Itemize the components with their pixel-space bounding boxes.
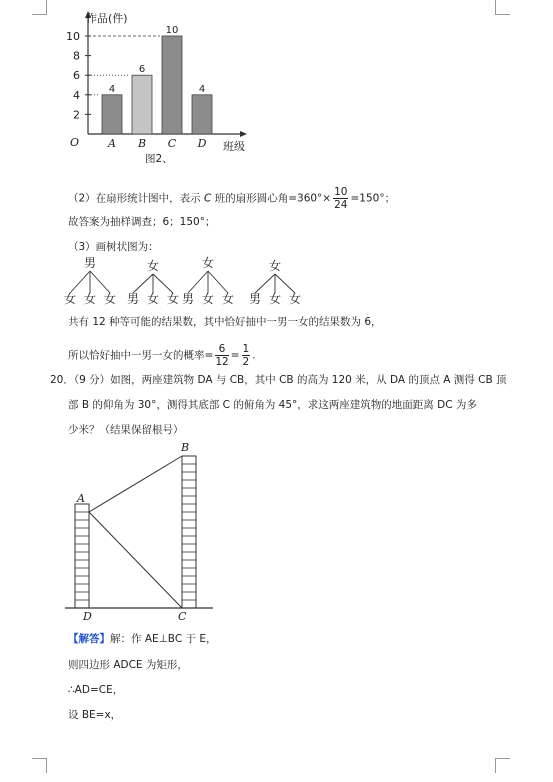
solution-line-2 bbox=[68, 186, 395, 211]
tree-heading: （3）画树状图为： bbox=[68, 241, 159, 253]
fraction-6-12 bbox=[215, 343, 228, 368]
tree-leaf-node: 女 bbox=[83, 292, 97, 306]
fraction-denominator: 24 bbox=[334, 199, 348, 211]
tree-branch bbox=[90, 271, 110, 293]
origin-label: O bbox=[70, 136, 80, 149]
y-tick-label: 8 bbox=[73, 49, 80, 63]
bar-value-label: 6 bbox=[138, 64, 146, 76]
question-20-line-3: 少米？（结果保留根号） bbox=[68, 424, 184, 436]
fraction-numerator: 10 bbox=[334, 186, 348, 198]
corner-mark-top-right bbox=[495, 0, 510, 15]
chart-caption bbox=[145, 152, 173, 166]
answer-line-3: ∴AD=CE， bbox=[68, 684, 124, 696]
tree-branch bbox=[70, 271, 90, 293]
building-da bbox=[75, 504, 89, 608]
tree-branch bbox=[208, 271, 228, 293]
tree-leaf-node: 女 bbox=[166, 292, 180, 306]
x-tick-label: C bbox=[167, 137, 177, 150]
bar-chart bbox=[60, 8, 260, 173]
solution-2-var: C bbox=[204, 192, 212, 205]
tree-branch bbox=[133, 274, 153, 293]
fraction-1-2 bbox=[242, 343, 251, 368]
x-axis-label: 班级 bbox=[223, 140, 245, 153]
bar-a bbox=[102, 95, 122, 134]
fraction-numerator: 1 bbox=[242, 343, 250, 355]
probability-end: . bbox=[252, 349, 256, 362]
solution-2-text-c: =360°× bbox=[288, 192, 332, 205]
tree-leaf-node: 女 bbox=[288, 292, 302, 306]
y-tick-label: 10 bbox=[66, 30, 80, 43]
tree-branch bbox=[255, 274, 275, 293]
y-tick-label: 4 bbox=[73, 88, 80, 102]
x-tick-label: B bbox=[137, 137, 147, 150]
question-20-line-2: 部 B 的仰角为 30°，测得其底部 C 的俯角为 45°，求这两座建筑物的地面距离 DC 为多 bbox=[68, 399, 477, 411]
corner-mark-top-left bbox=[32, 0, 47, 15]
bar-b bbox=[132, 75, 152, 134]
x-tick-label: A bbox=[108, 137, 116, 150]
solution-2-text-a: （2）在扇形统计图中，表示 bbox=[68, 192, 201, 205]
probability-eq1: = bbox=[204, 349, 214, 362]
answer-step-1: 解：作 AE⊥BC 于 E， bbox=[110, 633, 217, 645]
tree-diagram bbox=[60, 255, 320, 307]
tree-branch bbox=[188, 271, 208, 293]
chart-caption-mark: 、 bbox=[162, 153, 173, 165]
fraction-denominator: 2 bbox=[242, 356, 250, 368]
tree-leaf-node: 男 bbox=[248, 292, 262, 306]
tree-leaf-node: 女 bbox=[103, 292, 117, 306]
tree-leaf-node: 女 bbox=[63, 292, 77, 306]
point-label-c: C bbox=[178, 610, 187, 623]
building-cb bbox=[182, 456, 196, 608]
tree-leaf-node: 女 bbox=[201, 292, 215, 306]
chart-caption-text: 图2 bbox=[145, 153, 163, 165]
answer-summary: 故答案为抽样调查；6；150°； bbox=[68, 216, 216, 228]
fraction-10-24 bbox=[333, 186, 348, 211]
building-figure bbox=[65, 440, 215, 625]
bar-value-label: 4 bbox=[108, 83, 116, 95]
bar-value-label: 10 bbox=[165, 25, 179, 36]
point-label-a: A bbox=[77, 492, 85, 505]
corner-mark-bottom-left bbox=[32, 758, 47, 773]
bar-c bbox=[162, 36, 182, 134]
tree-leaf-node: 男 bbox=[181, 292, 195, 306]
question-20-line-1: 20．（9 分）如图，两座建筑物 DA 与 CB，其中 CB 的高为 120 米，从 DA 的顶点 A 测得 CB 顶 bbox=[50, 374, 507, 386]
probability-line bbox=[68, 343, 256, 368]
x-axis-arrow bbox=[240, 131, 247, 137]
y-axis-label: 作品(件) bbox=[86, 12, 128, 25]
probability-text: 所以恰好抽中一男一女的概率 bbox=[68, 349, 205, 362]
y-tick-label: 2 bbox=[73, 108, 80, 122]
answer-tag: 【解答】 bbox=[68, 633, 110, 645]
y-tick-label: 6 bbox=[73, 69, 80, 83]
line-ac bbox=[89, 512, 182, 608]
bar-d bbox=[192, 95, 212, 134]
fraction-denominator: 12 bbox=[215, 356, 229, 368]
line-ab bbox=[89, 456, 182, 512]
tree-leaf-node: 男 bbox=[126, 292, 140, 306]
fraction-numerator: 6 bbox=[215, 343, 228, 356]
answer-line-1 bbox=[68, 632, 216, 646]
solution-2-text-b: 班的扇形圆心角 bbox=[214, 192, 289, 205]
tree-branch bbox=[275, 274, 295, 293]
tree-root-node: 男 bbox=[83, 256, 97, 270]
corner-mark-bottom-right bbox=[495, 758, 510, 773]
probability-eq2: = bbox=[230, 349, 240, 362]
tree-branch bbox=[153, 274, 173, 293]
result-count-line: 共有 12 种等可能的结果数，其中恰好抽中一男一女的结果数为 6， bbox=[68, 316, 382, 328]
answer-line-2: 则四边形 ADCE 为矩形， bbox=[68, 659, 188, 671]
point-label-d: D bbox=[83, 610, 92, 623]
tree-leaf-node: 女 bbox=[268, 292, 282, 306]
tree-leaf-node: 女 bbox=[146, 292, 160, 306]
bar-value-label: 4 bbox=[198, 83, 206, 95]
tree-leaf-node: 女 bbox=[221, 292, 235, 306]
tree-root-node: 女 bbox=[146, 259, 160, 273]
solution-2-text-d: =150°； bbox=[350, 192, 396, 205]
answer-line-4: 设 BE=x， bbox=[68, 709, 122, 721]
point-label-b: B bbox=[181, 441, 190, 454]
tree-root-node: 女 bbox=[201, 256, 215, 270]
tree-root-node: 女 bbox=[268, 259, 282, 273]
x-tick-label: D bbox=[197, 137, 207, 150]
